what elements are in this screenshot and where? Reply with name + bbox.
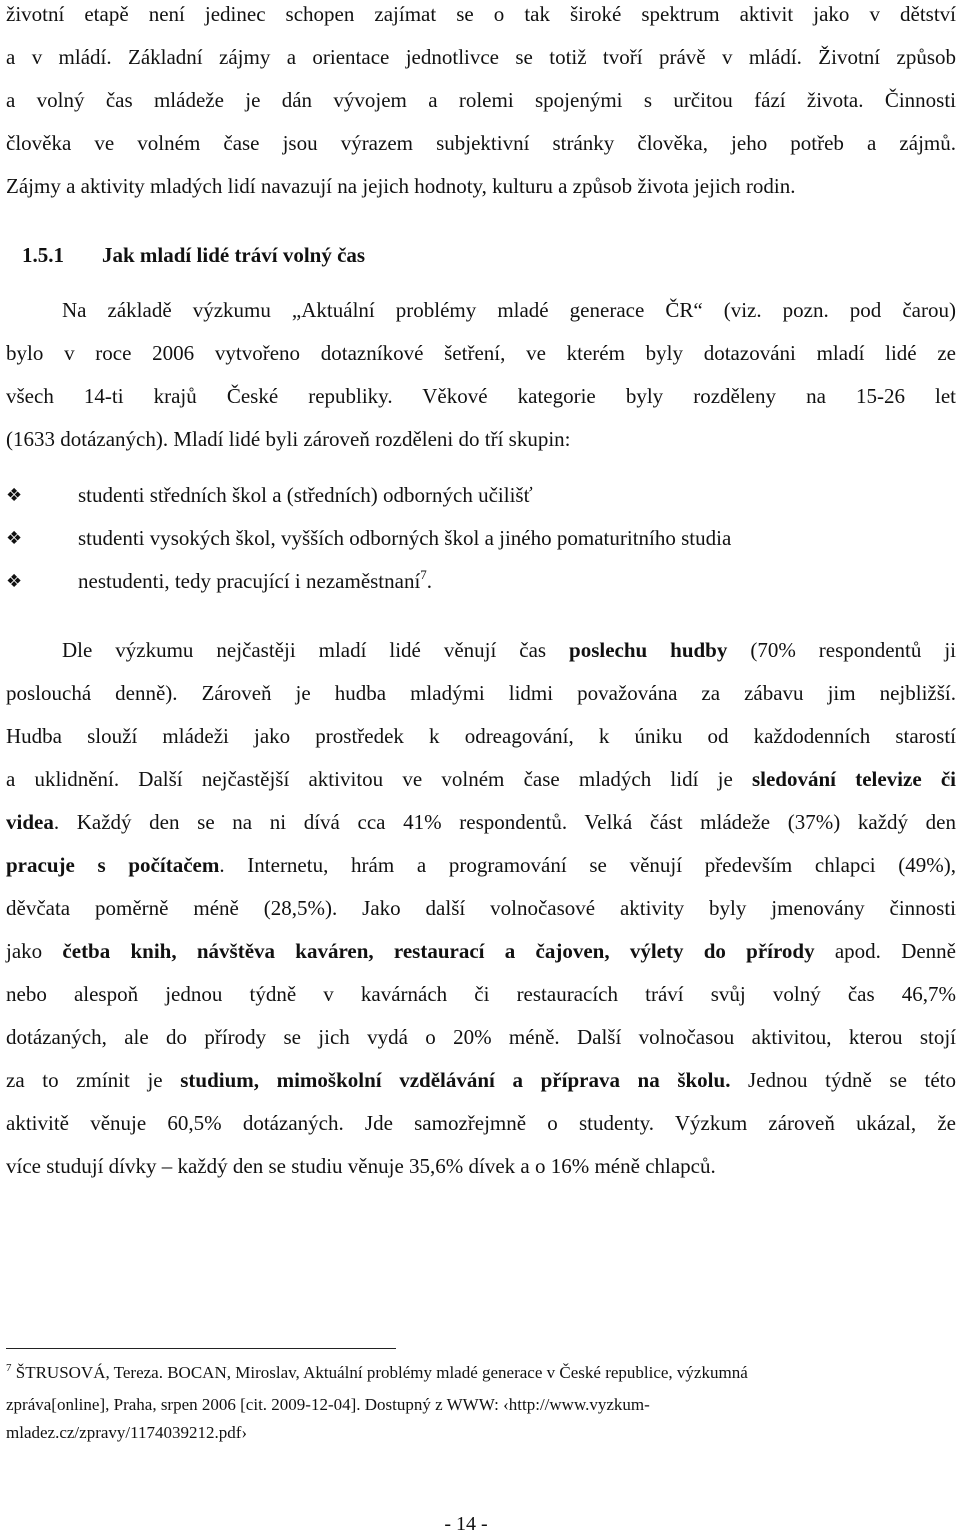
results-line-12: aktivitě věnuje 60,5% dotázaných. Jde samozřejmně o studenty. Výzkum zároveň ukázal, že <box>6 1111 956 1135</box>
document-page <box>6 0 956 1537</box>
results-line-2: poslouchá denně). Zároveň je hudba mladými lidmi považována za zábavu jim nejbližší. <box>6 681 956 705</box>
results-line-11 <box>6 1066 956 1094</box>
diamond-bullet-icon: ❖ <box>6 528 23 549</box>
results-bold: videa <box>6 810 54 834</box>
results-text: za to zmínit je <box>6 1068 181 1092</box>
results-text: Jednou týdně se této <box>730 1068 956 1092</box>
footnote-reference: 7 <box>420 567 427 582</box>
page-number: - 14 - <box>444 1513 488 1535</box>
results-line-7: děvčata poměrně méně (28,5%). Jako další volnočasové aktivity byly jmenovány činnosti <box>6 896 956 920</box>
results-line-3: Hudba slouží mládeži jako prostředek k odreagování, k úniku od každodenních starostí <box>6 724 956 748</box>
footnote-divider <box>6 1348 396 1349</box>
section-title: Jak mladí lidé tráví volný čas <box>102 243 366 267</box>
section-number: 1.5.1 <box>22 243 64 267</box>
results-bold: pracuje s počítačem <box>6 853 220 877</box>
research-line-1: Na základě výzkumu „Aktuální problémy mladé generace ČR“ (viz. pozn. pod čarou) <box>62 298 956 322</box>
intro-line-4: člověka ve volném čase jsou výrazem subjektivní stránky člověka, jeho potřeb a zájmů. <box>6 131 956 155</box>
results-line-4 <box>6 765 956 793</box>
results-line-13: více studují dívky – každý den se studiu věnuje 35,6% dívek a o 16% méně chlapců. <box>6 1154 716 1178</box>
results-text: (70% respondentů ji <box>727 638 957 662</box>
list-item <box>6 524 731 553</box>
footnote-line-2: zpráva[online], Praha, srpen 2006 [cit. 2009-12-04]. Dostupný z WWW: ‹http://www.vyzkum- <box>6 1395 650 1414</box>
diamond-bullet-icon: ❖ <box>6 485 23 506</box>
research-line-4: (1633 dotázaných). Mladí lidé byli zároveň rozděleni do tří skupin: <box>6 427 571 451</box>
intro-line-2: a v mládí. Základní zájmy a orientace jednotlivce se totiž tvoří právě v mládí. Životní způsob <box>6 45 956 69</box>
results-bold: sledování televize či <box>751 767 957 791</box>
intro-line-1: životní etapě není jedinec schopen zajímat se o tak široké spektrum aktivit jako v dětství <box>6 2 956 26</box>
section-heading <box>22 241 365 269</box>
results-bold: poslechu hudby <box>569 638 728 662</box>
diamond-bullet-icon: ❖ <box>6 571 23 592</box>
intro-line-5: Zájmy a aktivity mladých lidí navazují na jejich hodnoty, kulturu a způsob života jejich rodin. <box>6 174 796 198</box>
intro-line-3: a volný čas mládeže je dán vývojem a rolemi spojenými s určitou fází života. Činnosti <box>6 88 956 112</box>
footnote-text: ŠTRUSOVÁ, Tereza. BOCAN, Miroslav, Aktuální problémy mladé generace v České republice, výzkumná <box>11 1363 748 1382</box>
research-line-2: bylo v roce 2006 vytvořeno dotazníkové šetření, ve kterém byly dotazováni mladí lidé ze <box>6 341 956 365</box>
list-item-text: nestudenti, tedy pracující i nezaměstnaní <box>78 569 421 593</box>
results-text: . Internetu, hrám a programování se věnují především chlapci (49%), <box>219 853 956 877</box>
footnote-line-1 <box>6 1361 748 1385</box>
research-line-3: všech 14-ti krajů České republiky. Věkové kategorie byly rozděleny na 15-26 let <box>6 384 956 408</box>
list-item-text: studenti středních škol a (středních) odborných učilišť <box>78 483 533 507</box>
results-bold: studium, mimoškolní vzdělávání a příprava na školu. <box>180 1068 731 1092</box>
results-line-6 <box>6 851 956 879</box>
results-line-10: dotázaných, ale do přírody se jich vydá o 20% méně. Další volnočasou aktivitou, kterou stojí <box>6 1025 956 1049</box>
list-item <box>6 567 432 596</box>
results-line-1 <box>6 636 956 664</box>
results-text: jako <box>6 939 63 963</box>
results-text: . Každý den se na ni dívá cca 41% respondentů. Velká část mládeže (37%) každý den <box>53 810 956 834</box>
results-line-9: nebo alespoň jednou týdně v kavárnách či restauracích tráví svůj volný čas 46,7% <box>6 982 956 1006</box>
list-item <box>6 481 533 510</box>
results-line-8 <box>6 937 956 965</box>
results-bold: četba knih, návštěva kaváren, restaurací a čajoven, výlety do přírody <box>62 939 815 963</box>
footnote-mark: 7 <box>6 1362 12 1374</box>
list-item-text: studenti vysokých škol, vyšších odborných škol a jiného pomaturitního studia <box>78 526 732 550</box>
list-item-end: . <box>426 569 433 593</box>
footnote-line-3: mladez.cz/zpravy/1174039212.pdf› <box>6 1423 248 1442</box>
results-line-5 <box>6 808 956 836</box>
results-text: Dle výzkumu nejčastěji mladí lidé věnují čas <box>62 638 570 662</box>
results-text: a uklidnění. Další nejčastější aktivitou ve volném čase mladých lidí je <box>6 767 752 791</box>
results-text: apod. Denně <box>814 939 956 963</box>
